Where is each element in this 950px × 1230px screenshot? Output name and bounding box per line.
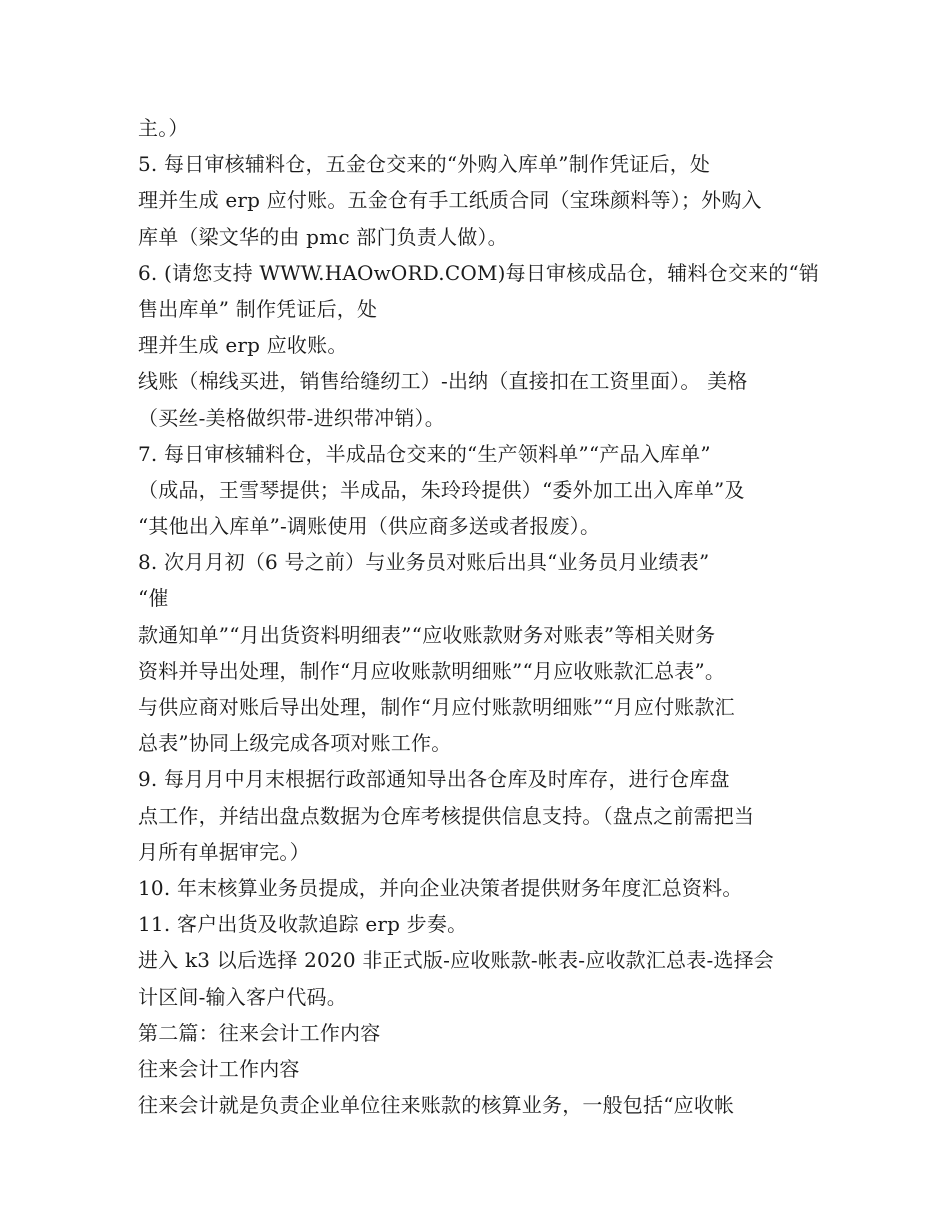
text-line: 总表”协同上级完成各项对账工作。 [138,731,452,756]
text-line: 理并生成 erp 应收账。 [138,333,348,358]
text-line: 月所有单据审完。） [138,839,310,864]
document-body [138,110,818,1123]
text-line: 主。） [138,116,189,140]
text-line: 款通知单”“月出货资料明细表”“应收账款财务对账表”等相关财务 [138,622,716,647]
text-line: 与供应商对账后导出处理，制作“月应付账款明细账”“月应付账款汇 [138,695,735,719]
text-line: 11. 客户出货及收款追踪 erp 步奏。 [138,912,468,937]
section-heading: 第二篇：往来会计工作内容 [138,1020,381,1045]
text-line: 进入 k3 以后选择 2020 非正式版-应收账款-帐表-应收款汇总表-选择会 [138,948,775,973]
text-line: 5. 每日审核辅料仓，五金仓交来的“外购入库单”制作凭证后，处 [138,152,711,177]
text-line: 6. (请您支持 WWW.HAOwORD.COM)每日审核成品仓，辅料仓交来的“销 [138,260,820,285]
text-line: 售出库单” 制作凭证后，处 [138,296,378,321]
text-line: （买丝-美格做织带-进织带冲销）。 [138,405,445,430]
text-line: 点工作，并结出盘点数据为仓库考核提供信息支持。（盘点之前需把当 [138,803,755,828]
text-line: 资料并导出处理，制作“月应收账款明细账”“月应收账款汇总表”。 [138,658,726,683]
text-line: “催 [138,586,169,611]
text-line: 8. 次月月初（6 号之前）与业务员对账后出具“业务员月业绩表” [138,550,710,575]
text-line: 计区间-输入客户代码。 [138,984,347,1009]
text-line: 往来会计就是负责企业单位往来账款的核算业务，一般包括“应收帐 [138,1093,735,1118]
text-line: 10. 年末核算业务员提成，并向企业决策者提供财务年度汇总资料。 [138,875,743,900]
text-line: 库单（梁文华的由 pmc 部门负责人做）。 [138,224,508,249]
text-line: 理并生成 erp 应付账。五金仓有手工纸质合同（宝珠颜料等）；外购入 [138,188,762,213]
text-line: “其他出入库单”-调账使用（供应商多送或者报废）。 [138,514,601,539]
subsection-heading: 往来会计工作内容 [138,1056,300,1081]
text-line: 线账（棉线买进，销售给缝纫工）-出纳（直接扣在工资里面）。 美格 [138,369,748,394]
text-line: 9. 每月月中月末根据行政部通知导出各仓库及时库存，进行仓库盘 [138,767,730,792]
text-line: （成品，王雪琴提供；半成品，朱玲玲提供）“委外加工出入库单”及 [138,477,745,502]
text-line: 7. 每日审核辅料仓，半成品仓交来的“生产领料单”“产品入库单” [138,441,711,466]
